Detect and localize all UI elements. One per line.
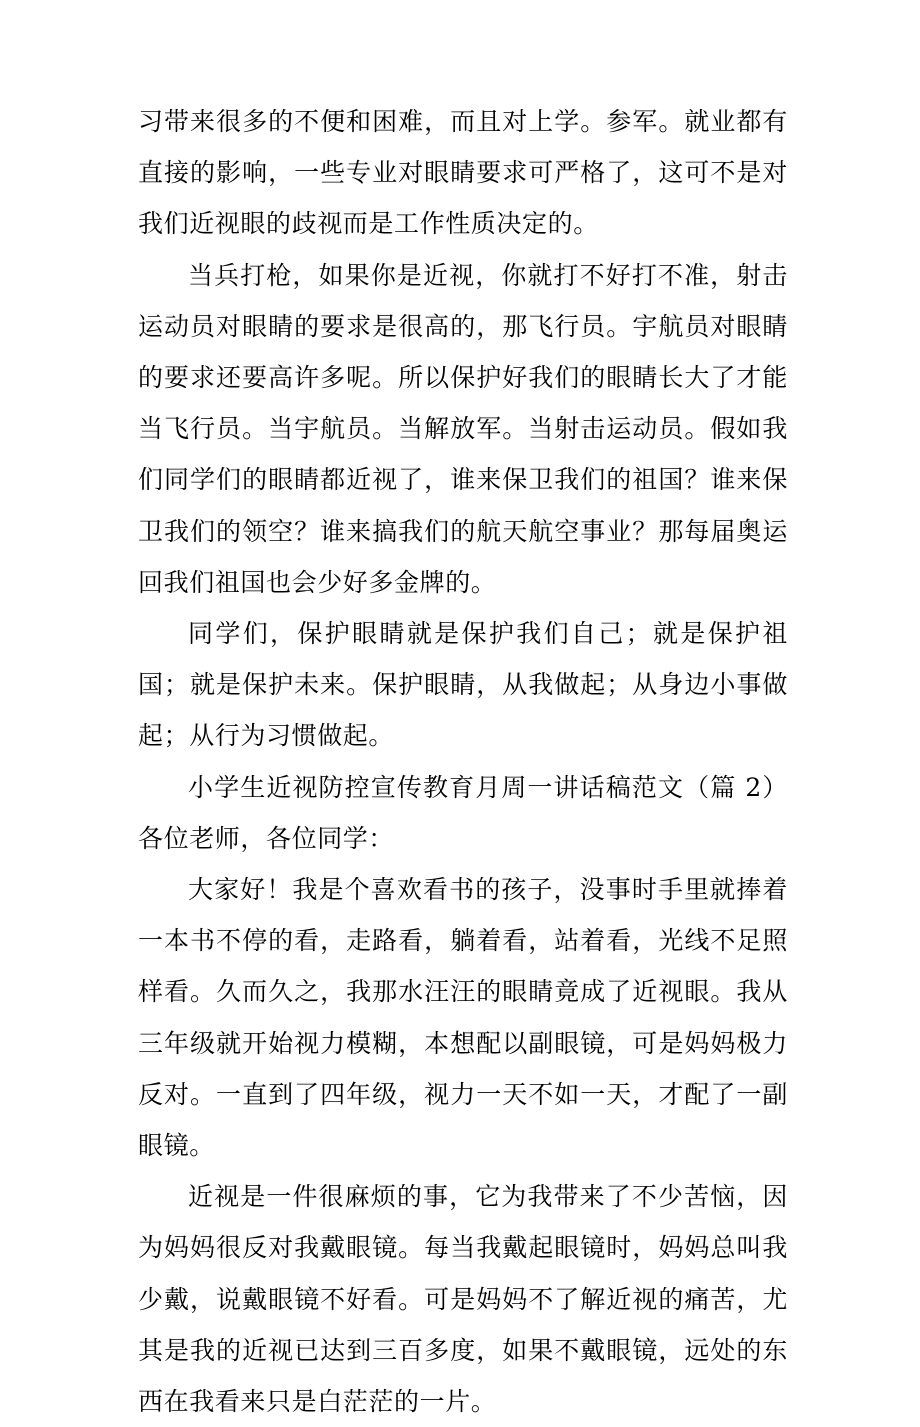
paragraph-protect-eyes: 同学们，保护眼睛就是保护我们自己；就是保护祖国；就是保护未来。保护眼睛，从我做起；从身边小事做起；从行为习惯做起。 (138, 619, 788, 751)
paragraph-soldier-pilot: 当兵打枪，如果你是近视，你就打不好打不准，射击运动员对眼睛的要求是很高的，那飞行员。宇航员对眼睛的要求还要高许多呢。所以保护好我们的眼睛长大了才能当飞行员。当宇航员。当解放军。当射击运动员。假如我们同学们的眼睛都近视了，谁来保卫我们的祖国？谁来保卫我们的领空？谁来搞我们的航天航空事业？那每届奥运回我们祖国也会少好多金牌的。 (138, 260, 788, 597)
paragraph-speech-heading: 小学生近视防控宣传教育月周一讲话稿范文（篇 2）各位老师，各位同学： (138, 772, 788, 853)
document-body (138, 96, 788, 1427)
paragraph-continued: 习带来很多的不便和困难，而且对上学。参军。就业都有直接的影响，一些专业对眼睛要求可严格了，这可不是对我们近视眼的歧视而是工作性质决定的。 (138, 107, 788, 239)
paragraph-myopia-trouble: 近视是一件很麻烦的事，它为我带来了不少苦恼，因为妈妈很反对我戴眼镜。每当我戴起眼镜时，妈妈总叫我少戴，说戴眼镜不好看。可是妈妈不了解近视的痛苦，尤其是我的近视已达到三百多度，如果不戴眼镜，远处的东西在我看来只是白茫茫的一片。 (138, 1182, 788, 1417)
paragraph-greeting: 大家好！我是个喜欢看书的孩子，没事时手里就捧着一本书不停的看，走路看，躺着看，站着看，光线不足照样看。久而久之，我那水汪汪的眼睛竟成了近视眼。我从三年级就开始视力模糊，本想配以副眼镜，可是妈妈极力反对。一直到了四年级，视力一天不如一天，才配了一副眼镜。 (138, 875, 788, 1161)
